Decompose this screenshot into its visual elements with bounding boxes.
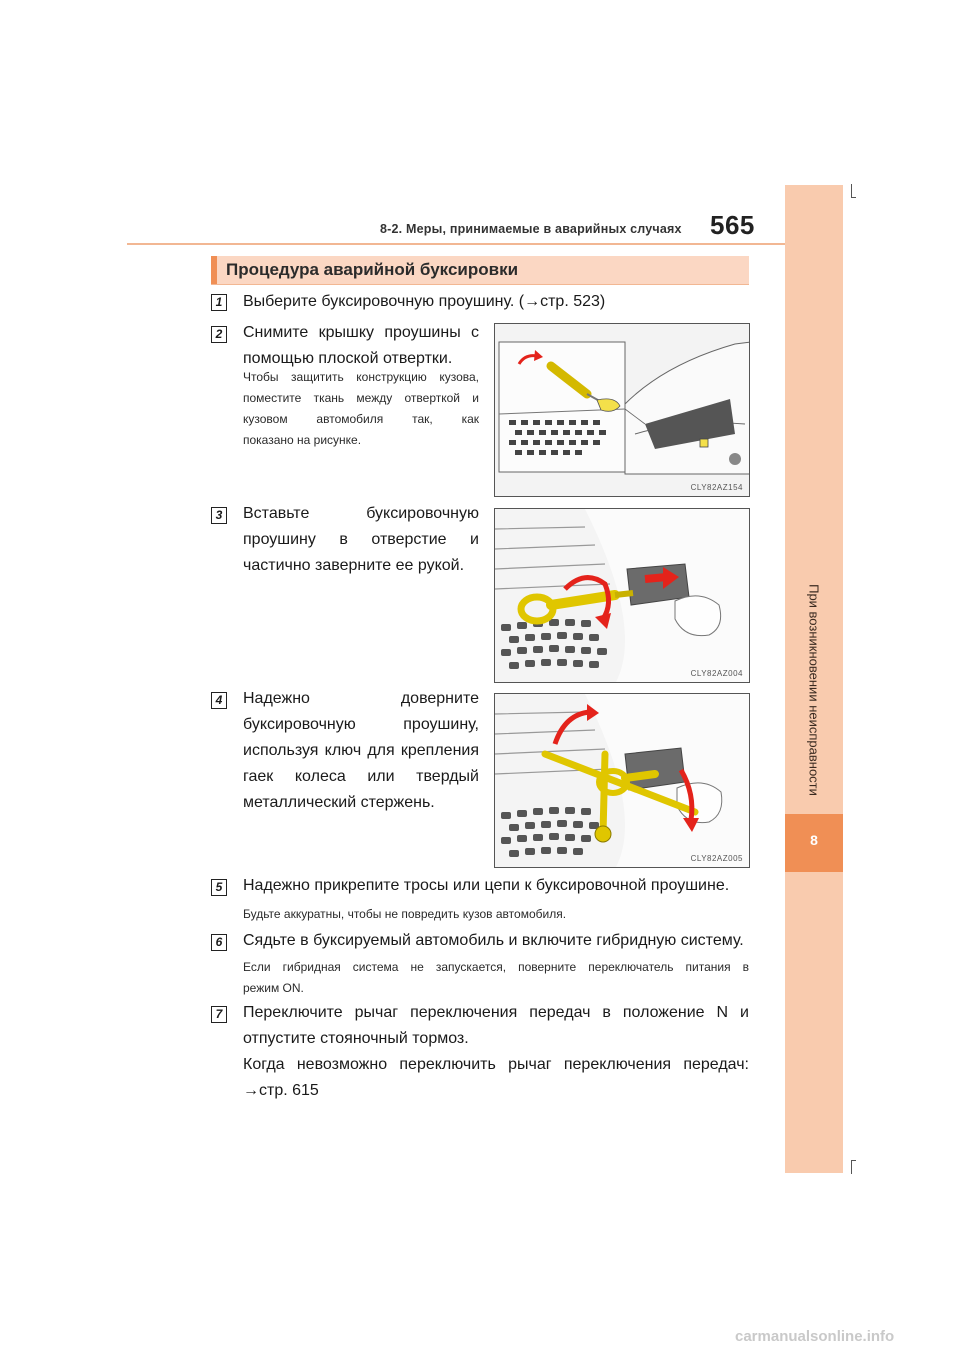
step-2-note-line-1: Чтобы защитить конструкцию кузова, [243, 370, 479, 384]
step-4-image-code: CLY82AZ005 [690, 854, 743, 863]
step-3-line-2: проушину в отверстие и [243, 531, 479, 548]
section-banner-underline [211, 284, 749, 285]
step-marker-5: 5 [211, 879, 227, 896]
section-title: Процедура аварийной буксировки [226, 260, 519, 279]
step-2-illustration [494, 323, 750, 497]
step-3-text [243, 503, 479, 577]
step-2-note [243, 367, 479, 451]
step-3-line-3: частично заверните ее рукой. [243, 557, 465, 574]
step-3-line-1: Вставьте буксировочную [243, 505, 479, 522]
step-6-note-line-2: режим ON. [243, 981, 304, 995]
chapter-title: При возникновении неисправности [806, 584, 822, 796]
step-2-note-line-3: кузовом автомобиля так, как [243, 412, 479, 426]
insert-towing-eyelet-illustration [495, 509, 750, 683]
step-6-note [243, 957, 749, 999]
step-2-image-code: CLY82AZ154 [690, 483, 743, 492]
crop-mark-bottom [851, 1160, 852, 1174]
step-7-line-3: Когда невозможно переключить рычаг переключения передач: [243, 1056, 749, 1073]
tighten-eyelet-illustration [495, 694, 750, 868]
step-4-illustration [494, 693, 750, 868]
step-5-note: Будьте аккуратны, чтобы не повредить кузов автомобиля. [243, 907, 567, 921]
step-marker-3: 3 [211, 507, 227, 524]
step-marker-6: 6 [211, 934, 227, 951]
step-7-line-2: отпустите стояночный тормоз. [243, 1030, 469, 1047]
step-4-line-4: гаек колеса или твердый [243, 768, 479, 785]
step-4-line-2: буксировочную проушину, [243, 716, 479, 733]
step-2-line-2: помощью плоской отвертки. [243, 350, 453, 367]
step-7-text [243, 1002, 749, 1102]
header-divider [127, 243, 785, 245]
step-2-note-line-4: показано на рисунке. [243, 433, 362, 447]
step-4-line-1: Надежно доверните [243, 690, 479, 707]
step-7-line-1: Переключите рычаг переключения передач в положение N и [243, 1004, 749, 1021]
step-marker-4: 4 [211, 692, 227, 709]
step-6-text: Сядьте в буксируемый автомобиль и включите гибридную систему. [243, 932, 744, 949]
remove-cover-illustration [495, 324, 750, 497]
step-2-text [243, 322, 479, 370]
step-marker-7: 7 [211, 1006, 227, 1023]
step-1-text: Выберите буксировочную проушину. (→стр. 523) [243, 293, 606, 310]
footer-watermark: carmanualsonline.info [735, 1328, 895, 1345]
chapter-number: 8 [810, 832, 818, 848]
step-2-line-1: Снимите крышку проушины с [243, 324, 479, 341]
step-7-page-ref: →стр. 615 [243, 1082, 319, 1099]
page-number: 565 [710, 210, 755, 240]
crop-mark-top [851, 184, 852, 198]
step-5-text: Надежно прикрепите тросы или цепи к буксировочной проушине. [243, 877, 730, 894]
step-6-note-line-1: Если гибридная система не запускается, поверните переключатель питания в [243, 960, 749, 974]
crop-mark-bottom-tick [851, 1160, 856, 1161]
step-4-line-5: металлический стержень. [243, 794, 435, 811]
header-section-title: 8-2. Меры, принимаемые в аварийных случаях [380, 222, 682, 236]
section-banner-accent [211, 256, 217, 285]
step-3-image-code: CLY82AZ004 [690, 669, 743, 678]
crop-mark-top-tick [851, 197, 856, 198]
step-3-illustration [494, 508, 750, 683]
step-marker-2: 2 [211, 326, 227, 343]
step-marker-1: 1 [211, 294, 227, 311]
step-4-line-3: используя ключ для крепления [243, 742, 479, 759]
step-2-note-line-2: поместите ткань между отверткой и [243, 391, 479, 405]
step-4-text [243, 688, 479, 814]
